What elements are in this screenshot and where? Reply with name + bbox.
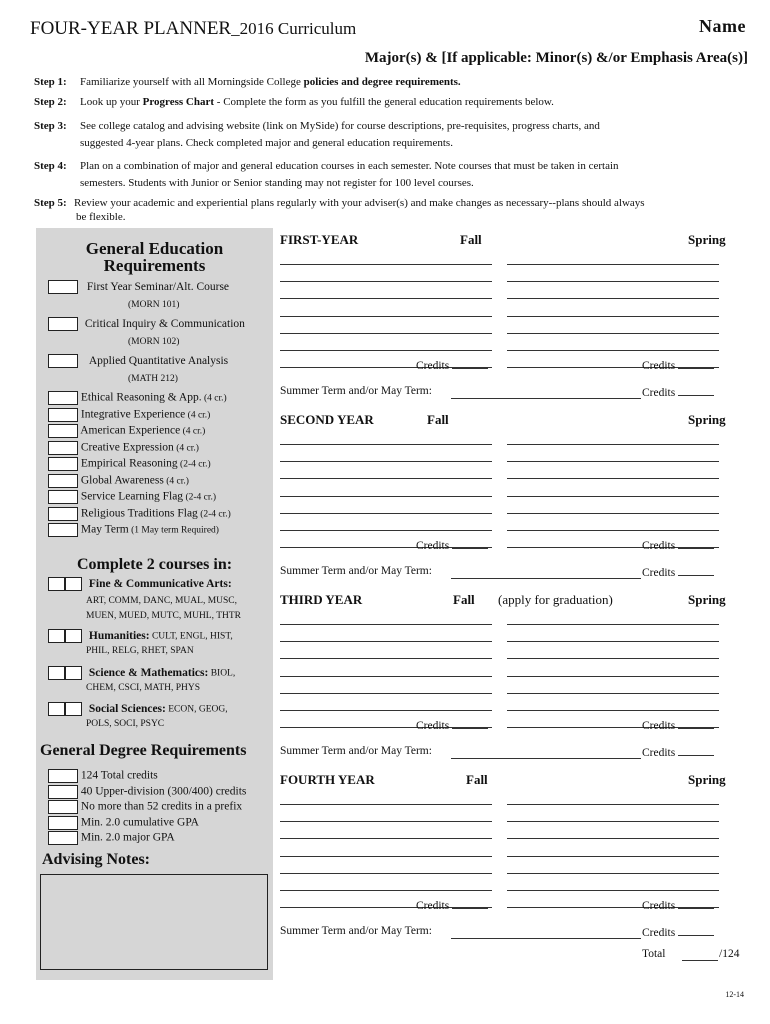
spring-course-line[interactable] <box>507 710 719 711</box>
year-block <box>280 412 750 582</box>
course-code: (MATH 212) <box>128 374 178 384</box>
graduation-note: (apply for graduation) <box>498 592 613 607</box>
core-item-label: Applied Quantitative Analysis <box>88 354 229 367</box>
area-prefixes: PHIL, RELG, RHET, SPAN <box>86 646 194 656</box>
step-text-bold: Progress Chart <box>142 96 215 108</box>
spring-course-line[interactable] <box>507 624 719 625</box>
credits-text: Credits <box>642 900 676 912</box>
checkbox[interactable] <box>48 577 65 591</box>
summer-course-line[interactable] <box>451 578 641 579</box>
degree-title: General Degree Requirements <box>40 742 247 759</box>
checkbox[interactable] <box>48 831 78 845</box>
step-1 <box>34 74 734 91</box>
credits-text: Credits <box>642 720 676 732</box>
area-name: Humanities: <box>88 629 150 642</box>
summer-credits-label <box>642 565 714 579</box>
requirement-label: Service Learning Flag <box>80 490 184 503</box>
core-item-label: Critical Inquiry & Communication <box>84 317 245 330</box>
requirement-item <box>48 441 231 458</box>
step-3 <box>34 118 734 152</box>
gen-ed-sidebar <box>36 228 273 980</box>
summer-label: Summer Term and/or May Term: <box>280 925 432 937</box>
summer-credits-label <box>642 925 714 939</box>
area-social-sciences <box>48 702 270 729</box>
checkbox[interactable] <box>48 769 78 783</box>
spring-course-line[interactable] <box>507 333 719 334</box>
summer-credits-label <box>642 385 714 399</box>
area-prefixes: ECON, GEOG, <box>165 704 228 715</box>
fall-course-line[interactable] <box>280 264 492 265</box>
checkbox[interactable] <box>48 474 78 488</box>
major-label: Major(s) & [If applicable: Minor(s) &/or Emphasis Area(s)] <box>364 50 748 66</box>
fall-course-line[interactable] <box>280 821 492 822</box>
fall-credits-input[interactable] <box>452 358 488 369</box>
step-2 <box>34 94 734 111</box>
step-text: Look up your <box>80 96 143 108</box>
degree-item <box>48 831 246 847</box>
summer-label: Summer Term and/or May Term: <box>280 385 432 397</box>
fall-credits-label <box>416 718 488 732</box>
spring-course-line[interactable] <box>507 496 719 497</box>
step-text: suggested 4-year plans. Check completed major and general education requirements. <box>80 137 453 149</box>
requirement-note: (4 cr.) <box>201 393 227 404</box>
requirement-label: Integrative Experience <box>80 408 186 421</box>
checkbox[interactable] <box>48 816 78 830</box>
core-item <box>48 317 245 331</box>
requirement-item <box>48 523 231 540</box>
checkbox[interactable] <box>48 391 78 405</box>
degree-item-label: Min. 2.0 cumulative GPA <box>80 816 199 829</box>
gen-ed-title <box>36 240 273 274</box>
fall-course-line[interactable] <box>280 444 492 445</box>
spring-course-line[interactable] <box>507 264 719 265</box>
fall-course-line[interactable] <box>280 496 492 497</box>
step-4 <box>34 158 734 192</box>
requirement-label: Ethical Reasoning & App. <box>80 391 202 404</box>
requirement-note: (4 cr.) <box>173 443 199 454</box>
core-item-label: First Year Seminar/Alt. Course <box>86 280 230 293</box>
requirement-label: American Experience <box>80 424 181 437</box>
year-title: THIRD YEAR <box>280 592 363 607</box>
checkbox[interactable] <box>65 577 82 591</box>
fall-label: Fall <box>466 772 488 787</box>
course-code: (MORN 101) <box>128 300 180 310</box>
degree-item <box>48 800 246 816</box>
credits-text: Credits <box>416 720 450 732</box>
degree-item-label: 124 Total credits <box>80 769 158 782</box>
spring-label: Spring <box>688 412 726 427</box>
fall-course-line[interactable] <box>280 641 492 642</box>
fall-course-line[interactable] <box>280 804 492 805</box>
fall-course-line[interactable] <box>280 890 492 891</box>
fall-course-line[interactable] <box>280 710 492 711</box>
fall-course-line[interactable] <box>280 693 492 694</box>
spring-course-line[interactable] <box>507 838 719 839</box>
step-label: Step 3: <box>34 120 67 132</box>
summer-label: Summer Term and/or May Term: <box>280 565 432 577</box>
spring-course-line[interactable] <box>507 530 719 531</box>
credits-text: Credits <box>642 567 676 579</box>
advising-notes-box[interactable] <box>40 874 268 970</box>
degree-item <box>48 785 246 801</box>
checkbox[interactable] <box>48 424 78 438</box>
summer-credits-label <box>642 745 714 759</box>
spring-course-line[interactable] <box>507 821 719 822</box>
requirement-note: (2-4 cr.) <box>177 459 211 470</box>
requirement-item <box>48 490 231 507</box>
spring-credits-input[interactable] <box>678 538 714 549</box>
spring-credits-input[interactable] <box>678 358 714 369</box>
requirement-item <box>48 474 231 491</box>
fall-credits-label <box>416 358 488 372</box>
spring-course-line[interactable] <box>507 873 719 874</box>
credits-text: Credits <box>642 747 676 759</box>
spring-course-line[interactable] <box>507 478 719 479</box>
checkbox[interactable] <box>48 457 78 471</box>
spring-course-line[interactable] <box>507 298 719 299</box>
spring-course-line[interactable] <box>507 676 719 677</box>
fall-credits-input[interactable] <box>452 718 488 729</box>
spring-course-line[interactable] <box>507 856 719 857</box>
fall-label: Fall <box>453 592 475 607</box>
credits-text: Credits <box>416 900 450 912</box>
area-prefixes: ART, COMM, DANC, MUAL, MUSC, <box>86 596 238 606</box>
spring-course-line[interactable] <box>507 350 719 351</box>
step-label: Step 1: <box>34 76 67 88</box>
spring-credits-label <box>642 898 714 912</box>
requirement-label: Empirical Reasoning <box>80 457 178 470</box>
checkbox[interactable] <box>65 702 82 716</box>
requirement-label: Creative Expression <box>80 441 174 454</box>
step-text: be flexible. <box>76 211 126 223</box>
total-input-line[interactable] <box>682 960 718 961</box>
requirement-note: (4 cr.) <box>163 476 189 487</box>
step-text: Review your academic and experiential plans regularly with your adviser(s) and make changes as necessary--plans should always <box>74 197 645 209</box>
spring-course-line[interactable] <box>507 461 719 462</box>
area-prefixes: CULT, ENGL, HIST, <box>149 631 233 642</box>
step-text: Plan on a combination of major and general education courses in each semester. Note courses that must be taken in certain <box>80 160 619 172</box>
summer-credits-input[interactable] <box>678 745 714 756</box>
fall-course-line[interactable] <box>280 513 492 514</box>
fall-course-line[interactable] <box>280 461 492 462</box>
summer-course-line[interactable] <box>451 398 641 399</box>
requirement-item <box>48 391 231 408</box>
area-name: Fine & Communicative Arts: <box>88 577 232 590</box>
complete-title: Complete 2 courses in: <box>76 556 233 573</box>
credits-text: Credits <box>416 360 450 372</box>
checkbox[interactable] <box>65 629 82 643</box>
fall-course-line[interactable] <box>280 478 492 479</box>
year-title: FOURTH YEAR <box>280 772 375 787</box>
spring-credits-input[interactable] <box>678 718 714 729</box>
checkbox[interactable] <box>48 800 78 814</box>
step-text: - Complete the form as you fulfill the general education requirements below. <box>214 96 554 108</box>
fall-course-line[interactable] <box>280 298 492 299</box>
step-text: See college catalog and advising website (link on MySide) for course descriptions, pre-requisites, progress charts, and <box>80 120 600 132</box>
core-item <box>48 280 229 294</box>
step-label: Step 5: <box>34 197 67 209</box>
area-prefixes: CHEM, CSCI, MATH, PHYS <box>86 683 201 693</box>
degree-item <box>48 816 246 832</box>
degree-item <box>48 769 246 785</box>
fall-course-line[interactable] <box>280 873 492 874</box>
checkbox[interactable] <box>48 441 78 455</box>
fall-label: Fall <box>427 412 449 427</box>
advising-notes-title: Advising Notes: <box>42 851 151 868</box>
total-label: Total <box>642 948 666 960</box>
requirement-note: (4 cr.) <box>185 410 211 421</box>
credits-text: Credits <box>416 540 450 552</box>
planner-title-main: FOUR-YEAR PLANNER <box>30 18 232 39</box>
spring-course-line[interactable] <box>507 641 719 642</box>
requirement-note: (2-4 cr.) <box>183 492 217 503</box>
requirement-note: (2-4 cr.) <box>197 509 231 520</box>
gen-ed-title-line: Requirements <box>103 256 206 275</box>
spring-course-line[interactable] <box>507 316 719 317</box>
fall-course-line[interactable] <box>280 624 492 625</box>
credits-text: Credits <box>642 360 676 372</box>
spring-course-line[interactable] <box>507 658 719 659</box>
requirement-list <box>48 391 231 540</box>
fall-course-line[interactable] <box>280 676 492 677</box>
year-title: SECOND YEAR <box>280 412 374 427</box>
spring-credits-label <box>642 718 714 732</box>
summer-credits-input[interactable] <box>678 565 714 576</box>
credits-text: Credits <box>642 927 676 939</box>
degree-item-label: 40 Upper-division (300/400) credits <box>80 785 247 798</box>
spring-label: Spring <box>688 772 726 787</box>
planner-title-sub: _2016 Curriculum <box>231 19 357 38</box>
step-text-bold: policies and degree requirements. <box>303 76 461 88</box>
requirement-item <box>48 408 231 425</box>
spring-credits-input[interactable] <box>678 898 714 909</box>
fall-course-line[interactable] <box>280 281 492 282</box>
year-block <box>280 592 750 762</box>
course-code: (MORN 102) <box>128 337 180 347</box>
total-of: /124 <box>719 948 740 960</box>
requirement-label: Global Awareness <box>80 474 164 487</box>
fall-course-line[interactable] <box>280 333 492 334</box>
area-name: Science & Mathematics: <box>88 666 209 679</box>
spring-course-line[interactable] <box>507 890 719 891</box>
year-title: FIRST-YEAR <box>280 232 359 247</box>
area-prefixes: BIOL, <box>208 668 236 679</box>
credits-text: Credits <box>642 540 676 552</box>
requirement-item <box>48 424 231 441</box>
spring-course-line[interactable] <box>507 693 719 694</box>
area-humanities <box>48 629 270 656</box>
core-item <box>48 354 228 368</box>
planner-title <box>30 18 356 40</box>
step-text: Familiarize yourself with all Morningside College <box>80 76 304 88</box>
degree-item-label: Min. 2.0 major GPA <box>80 831 175 844</box>
requirement-item <box>48 457 231 474</box>
fall-course-line[interactable] <box>280 350 492 351</box>
checkbox[interactable] <box>48 629 65 643</box>
spring-label: Spring <box>688 232 726 247</box>
fall-credits-input[interactable] <box>452 898 488 909</box>
checkbox[interactable] <box>48 702 65 716</box>
name-label: Name <box>699 16 746 36</box>
area-science <box>48 666 270 693</box>
credits-text: Credits <box>642 387 676 399</box>
step-label: Step 4: <box>34 160 67 172</box>
summer-credits-input[interactable] <box>678 925 714 936</box>
fall-credits-input[interactable] <box>452 538 488 549</box>
gen-ed-title-line: General Education <box>85 239 224 258</box>
year-block <box>280 772 750 942</box>
year-block <box>280 232 750 402</box>
checkbox[interactable] <box>48 280 78 294</box>
checkbox[interactable] <box>48 490 78 504</box>
fall-credits-label <box>416 538 488 552</box>
fall-course-line[interactable] <box>280 856 492 857</box>
requirement-item <box>48 507 231 524</box>
summer-course-line[interactable] <box>451 938 641 939</box>
spring-credits-label <box>642 358 714 372</box>
fall-course-line[interactable] <box>280 658 492 659</box>
step-label: Step 2: <box>34 96 67 108</box>
checkbox[interactable] <box>48 354 78 368</box>
fall-credits-label <box>416 898 488 912</box>
checkbox[interactable] <box>48 408 78 422</box>
step-text: semesters. Students with Junior or Senior standing may not register for 100 level courses. <box>80 177 474 189</box>
checkbox[interactable] <box>48 785 78 799</box>
spring-label: Spring <box>688 592 726 607</box>
degree-item-label: No more than 52 credits in a prefix <box>80 800 243 813</box>
spring-course-line[interactable] <box>507 513 719 514</box>
summer-label: Summer Term and/or May Term: <box>280 745 432 757</box>
checkbox[interactable] <box>48 666 65 680</box>
requirement-label: Religious Traditions Flag <box>80 507 198 520</box>
summer-course-line[interactable] <box>451 758 641 759</box>
step-5 <box>34 196 734 224</box>
area-prefixes: POLS, SOCI, PSYC <box>86 719 165 729</box>
spring-course-line[interactable] <box>507 444 719 445</box>
spring-course-line[interactable] <box>507 804 719 805</box>
checkbox[interactable] <box>65 666 82 680</box>
requirement-label: May Term <box>80 523 129 536</box>
area-name: Social Sciences: <box>88 702 166 715</box>
requirement-note: (4 cr.) <box>180 426 206 437</box>
area-fine-arts <box>48 577 270 624</box>
fall-course-line[interactable] <box>280 316 492 317</box>
summer-credits-input[interactable] <box>678 385 714 396</box>
fall-label: Fall <box>460 232 482 247</box>
degree-list <box>48 769 246 847</box>
footer-code: 12-14 <box>725 990 744 999</box>
fall-course-line[interactable] <box>280 838 492 839</box>
fall-course-line[interactable] <box>280 530 492 531</box>
spring-credits-label <box>642 538 714 552</box>
area-prefixes: MUEN, MUED, MUTC, MUHL, THTR <box>86 611 241 621</box>
spring-course-line[interactable] <box>507 281 719 282</box>
checkbox[interactable] <box>48 317 78 331</box>
checkbox[interactable] <box>48 523 78 537</box>
checkbox[interactable] <box>48 507 78 521</box>
requirement-note: (1 May term Required) <box>128 525 219 536</box>
